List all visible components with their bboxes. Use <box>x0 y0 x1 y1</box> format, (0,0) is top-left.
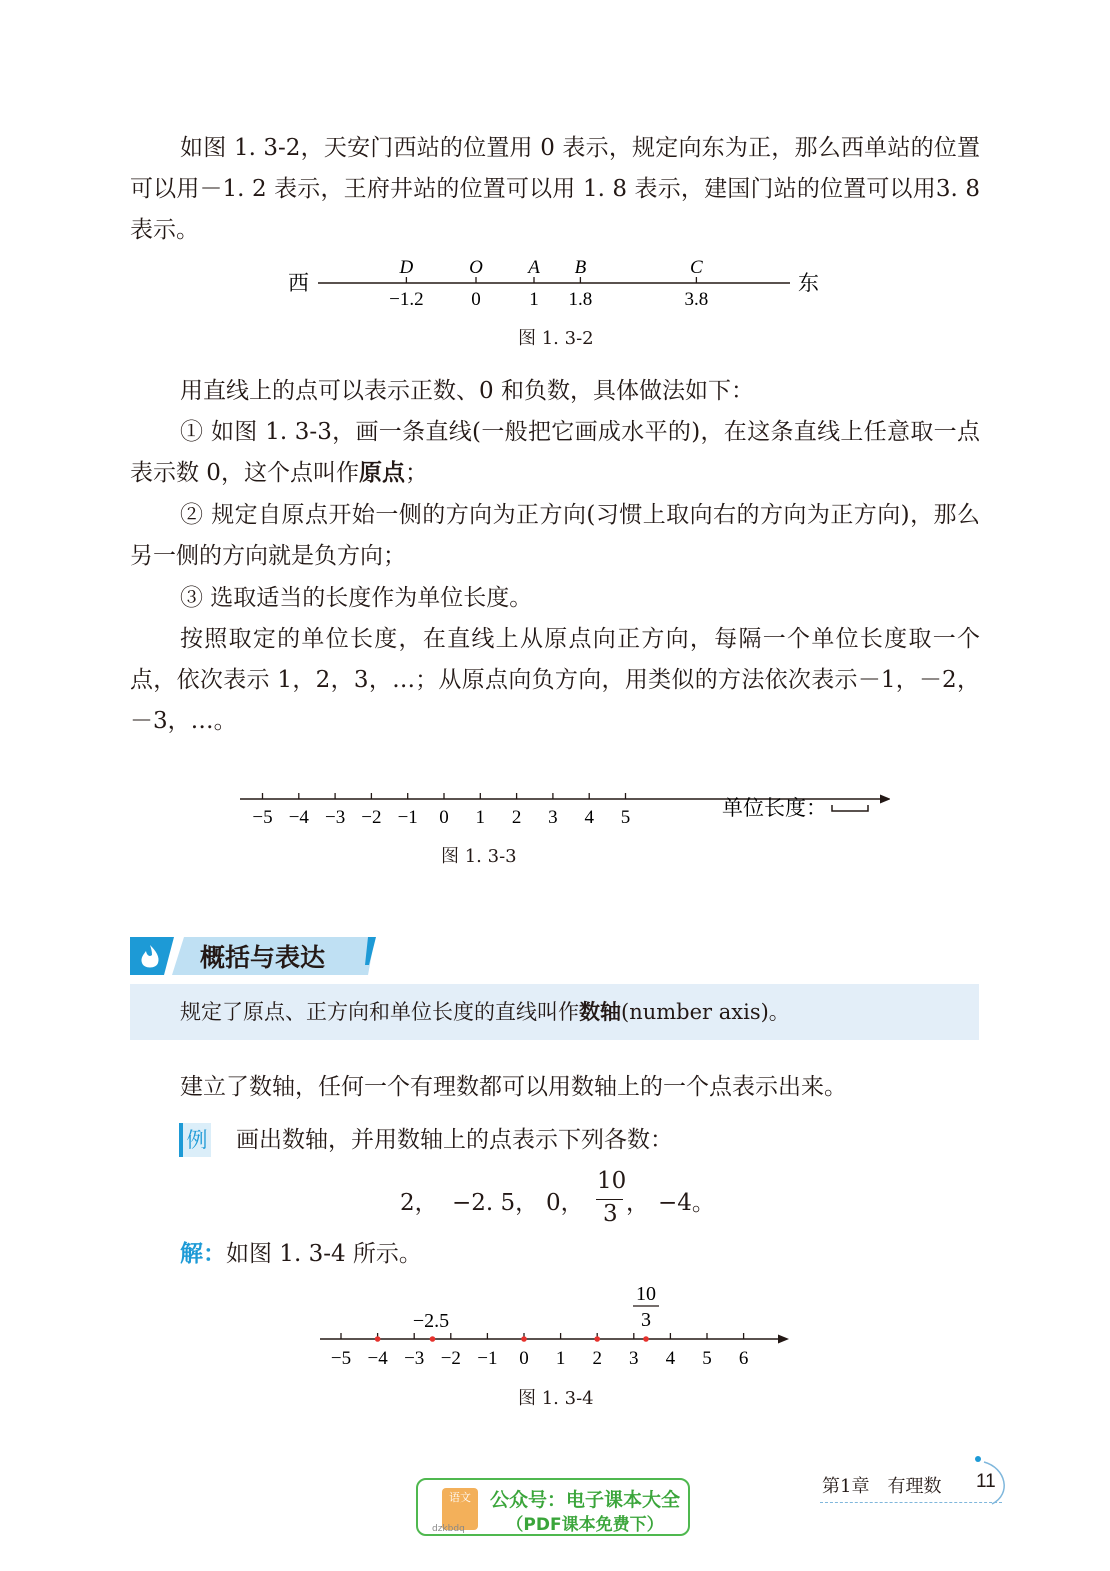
figure-1-3-2 <box>280 250 840 320</box>
fig2-point-value-0: −1.2 <box>389 289 424 310</box>
caption-1-3-2: 图 1. 3-2 <box>518 328 594 349</box>
definition-text: 规定了原点、正方向和单位长度的直线叫作 <box>180 1000 579 1024</box>
fig2-point-letter-0: D <box>399 257 414 278</box>
badge-line-2: （PDF课本免费下） <box>506 1515 664 1535</box>
arrow-head <box>778 1335 789 1344</box>
number-2: 2， <box>400 1190 438 1216</box>
east-label: 东 <box>798 271 819 295</box>
step-1-end: ； <box>404 460 428 486</box>
fig4-marked-point-3 <box>594 1336 600 1342</box>
badge-tiny-text: dzkbdq <box>432 1524 465 1534</box>
number-neg-4: −4。 <box>658 1190 715 1216</box>
example-prompt: 画出数轴，并用数轴上的点表示下列各数： <box>236 1127 673 1153</box>
fig4-tick-label-8: 3 <box>629 1348 639 1369</box>
fig4-tick-label-2: −3 <box>404 1348 425 1369</box>
watermark-badge <box>416 1478 690 1536</box>
label-frac-den: 3 <box>641 1309 651 1331</box>
unit-length-label: 单位长度： <box>722 796 827 820</box>
definition-box <box>130 984 979 1040</box>
step-1-text: ① 如图 1. 3-3，画一条直线(一般把它画成水平的)，在这条直线上任意取一点表示数 0，这个点叫作 <box>130 419 980 486</box>
fig3-tick-label-2: −3 <box>324 807 346 828</box>
fig4-tick-label-7: 2 <box>592 1348 602 1369</box>
fig3-tick-label-3: −2 <box>361 807 382 828</box>
fig4-tick-label-6: 1 <box>555 1348 566 1369</box>
fig2-point-value-1: 0 <box>471 289 481 310</box>
section-header <box>130 935 380 977</box>
unit-length-marker <box>832 805 868 811</box>
corner-dot <box>975 1456 981 1462</box>
solution-label: 解： <box>180 1241 226 1267</box>
intro-paragraph: 如图 1. 3-2，天安门西站的位置用 0 表示，规定向东为正，那么西单站的位置可以用－1. 2 表示，王府井站的位置可以用 1. 8 表示，建国门站的位置可以用3. 8 表示。 <box>130 135 980 243</box>
figure-1-3-3 <box>230 785 890 835</box>
fig4-marked-point-4 <box>643 1336 649 1342</box>
fig4-marked-point-2 <box>521 1336 527 1342</box>
fig4-tick-label-3: −2 <box>440 1348 461 1369</box>
fig2-point-letter-1: O <box>469 257 483 278</box>
chapter-label: 第1章 有理数 <box>822 1476 942 1497</box>
section-title: 概括与表达 <box>200 943 326 972</box>
solution-text: 如图 1. 3-4 所示。 <box>226 1241 422 1267</box>
fig2-point-letter-4: C <box>690 257 703 278</box>
fig3-tick-label-6: 1 <box>475 807 486 828</box>
definition-english: (number axis)。 <box>621 1000 790 1024</box>
label-frac-num: 10 <box>636 1283 656 1305</box>
fig2-point-letter-3: B <box>574 257 587 278</box>
fig4-tick-label-5: 0 <box>519 1348 529 1369</box>
after-definition: 建立了数轴，任何一个有理数都可以用数轴上的一个点表示出来。 <box>180 1074 847 1100</box>
fig3-tick-label-7: 2 <box>511 807 522 828</box>
corner-arc <box>984 1462 1004 1504</box>
number-neg-2-5: −2. 5， <box>452 1190 539 1216</box>
fig4-marked-point-1 <box>430 1336 436 1342</box>
fig3-tick-label-4: −1 <box>397 807 418 828</box>
fig3-tick-label-9: 4 <box>584 807 594 828</box>
fraction-bar <box>596 1199 623 1200</box>
book-icon-text: 语文 <box>449 1491 471 1504</box>
page-corner-arc <box>968 1454 1018 1509</box>
fig4-tick-label-4: −1 <box>477 1348 498 1369</box>
label-neg-2-5: −2.5 <box>412 1310 450 1332</box>
fig4-tick-label-11: 6 <box>738 1348 749 1369</box>
fig2-point-value-2: 1 <box>529 289 539 310</box>
step-1 <box>130 412 980 494</box>
fraction-separator: ， <box>626 1190 649 1216</box>
term-number-axis: 数轴 <box>579 1000 621 1024</box>
badge-line-1: 公众号：电子课本大全 <box>489 1489 680 1511</box>
footer-divider <box>820 1502 1002 1503</box>
fig2-point-value-4: 3.8 <box>684 289 709 310</box>
fig3-tick-label-10: 5 <box>620 807 631 828</box>
step-2: ② 规定自原点开始一侧的方向为正方向(习惯上取向右的方向为正方向)，那么另一侧的方向就是负方向； <box>130 502 980 569</box>
solution <box>180 1234 780 1275</box>
fig3-tick-label-5: 0 <box>439 807 449 828</box>
fraction-denominator: 3 <box>603 1201 618 1227</box>
marking-paragraph: 按照取定的单位长度，在直线上从原点向正方向，每隔一个单位长度取一个点，依次表示 1，2，3，…；从原点向负方向，用类似的方法依次表示－1，－2，－3，…。 <box>130 626 980 734</box>
example-tag: 例 <box>179 1123 211 1157</box>
fig3-tick-label-8: 3 <box>548 807 558 828</box>
page-number: 11 <box>976 1471 996 1492</box>
step-3: ③ 选取适当的长度作为单位长度。 <box>180 585 533 611</box>
caption-1-3-4: 图 1. 3-4 <box>518 1388 594 1409</box>
caption-1-3-3: 图 1. 3-3 <box>441 846 517 867</box>
west-label: 西 <box>288 271 309 295</box>
fig4-marked-point-0 <box>375 1336 381 1342</box>
fig3-tick-label-1: −4 <box>288 807 309 828</box>
fig2-point-value-3: 1.8 <box>568 289 593 310</box>
term-origin: 原点 <box>358 460 405 486</box>
fraction-numerator: 10 <box>597 1168 627 1194</box>
fig4-tick-label-0: −5 <box>330 1348 352 1369</box>
fig4-tick-label-10: 5 <box>702 1348 712 1369</box>
example-numbers <box>400 1168 760 1232</box>
fig2-point-letter-2: A <box>528 257 540 278</box>
method-intro: 用直线上的点可以表示正数、0 和负数，具体做法如下： <box>180 378 754 404</box>
fig4-tick-label-9: 4 <box>665 1348 676 1369</box>
fig4-tick-label-1: −4 <box>367 1348 388 1369</box>
number-0: 0， <box>546 1190 584 1216</box>
figure-1-3-4 <box>315 1280 795 1375</box>
fig3-tick-label-0: −5 <box>252 807 273 828</box>
arrow-head <box>880 795 890 804</box>
